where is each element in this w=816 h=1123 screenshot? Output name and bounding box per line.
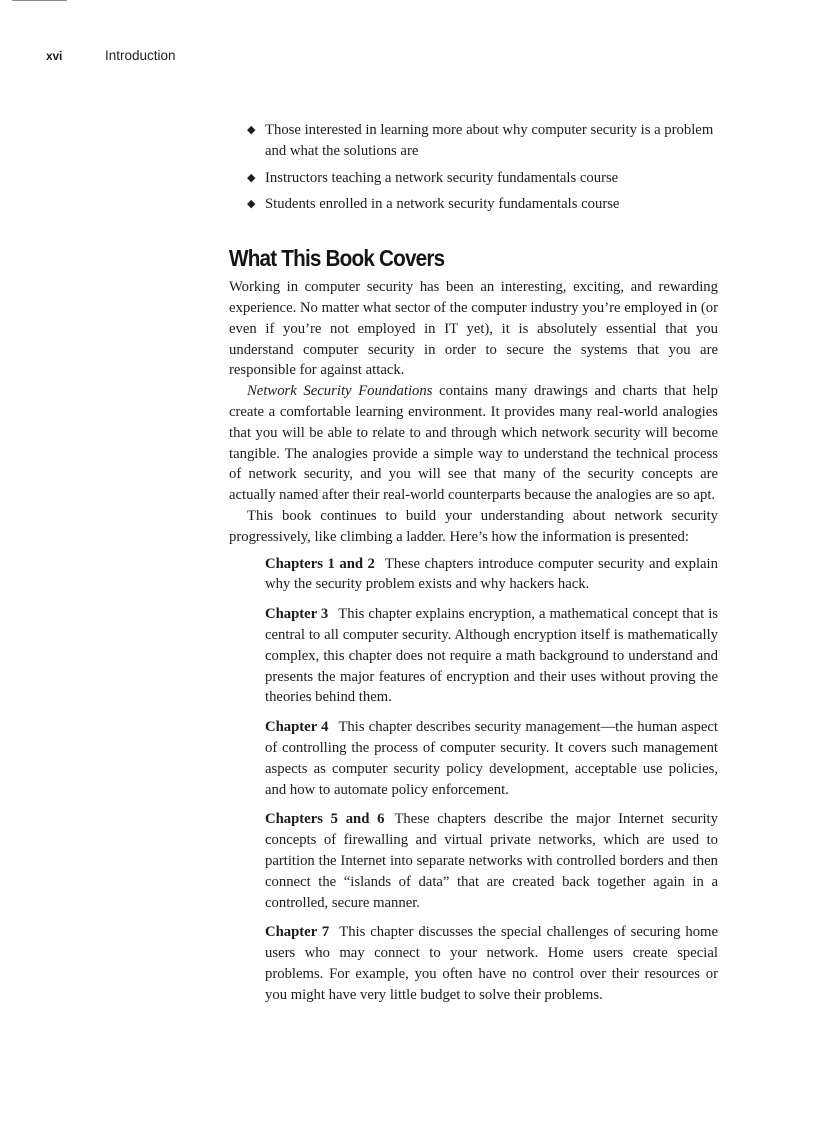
chapter-entry: [265, 604, 718, 708]
paragraph: Network Security Foundations contains many drawings and charts that help create a comfortable learning environment. It provides many real-world analogies that you will be able to relate to and through which network security will become tangible. The analogies provide a simple way to understand the technical process of network security, and you will see that many of the security concepts are actually named after their real-world counterparts because the analogies are so apt.: [229, 383, 718, 504]
chapter-entry: [265, 717, 718, 800]
diamond-bullet-icon: ◆: [247, 171, 256, 184]
audience-list: [247, 120, 718, 215]
section-heading: What This Book Covers: [229, 245, 445, 272]
chapter-entry: [265, 554, 718, 596]
list-item: ◆ Students enrolled in a network security fundamentals course: [247, 194, 718, 215]
chapter-description: This chapter describes security management—the human aspect of controlling the process of computer security. It covers such management aspects as computer security policy development, acceptable use policies, and how to automate policy enforcement.: [265, 719, 719, 798]
chapter-entry: [265, 809, 718, 913]
chapter-entry: [265, 922, 718, 1005]
chapter-description: These chapters describe the major Internet security concepts of firewalling and virtual private networks, which are used to partition the Internet into separate networks with controlled borders and then connect the “islands of data” that are created back together again in a controlled, secure manner.: [265, 811, 718, 911]
top-rule: [12, 0, 67, 1]
chapter-label: Chapter 3: [265, 606, 329, 623]
chapter-label: Chapter 7: [265, 924, 330, 941]
page-content: [229, 120, 718, 1014]
running-head-section: Introduction: [105, 48, 176, 63]
page-number: xvi: [46, 49, 63, 63]
diamond-bullet-icon: ◆: [247, 198, 256, 211]
chapter-list: [265, 554, 718, 1006]
diamond-bullet-icon: ◆: [247, 124, 256, 136]
chapter-label: Chapters 5 and 6: [265, 811, 385, 828]
book-title: Network Security Foundations: [247, 383, 433, 400]
chapter-description: These chapters introduce computer security and explain why the security problem exists and why hackers hack.: [265, 555, 718, 593]
paragraph: This book continues to build your understanding about network security progressively, like climbing a ladder. Here’s how the information is presented:: [229, 507, 718, 545]
chapter-description: This chapter explains encryption, a mathematical concept that is central to all computer security. Although encryption itself is mathematically complex, this chapter does not require a math background to understand and presents the major features of encryption and their uses without proving the theories behind them.: [265, 606, 719, 706]
list-item: ◆ Those interested in learning more about why computer security is a problem and what the solutions are: [247, 122, 714, 159]
chapter-description: This chapter discusses the special challenges of securing home users who may connect to your network. Home users create special problems. For example, you often have no control over their resources or you might have very little budget to solve their problems.: [265, 924, 719, 1003]
list-item: ◆ Instructors teaching a network security fundamentals course: [247, 168, 718, 189]
paragraph: Working in computer security has been an interesting, exciting, and rewarding experience. No matter what sector of the computer industry you’re employed in (or even if you’re not employed in IT yet), it is absolutely essential that you understand computer security in order to secure the systems that you are responsible for against attack.: [229, 279, 719, 379]
chapter-label: Chapters 1 and 2: [265, 555, 375, 572]
chapter-label: Chapter 4: [265, 719, 329, 736]
